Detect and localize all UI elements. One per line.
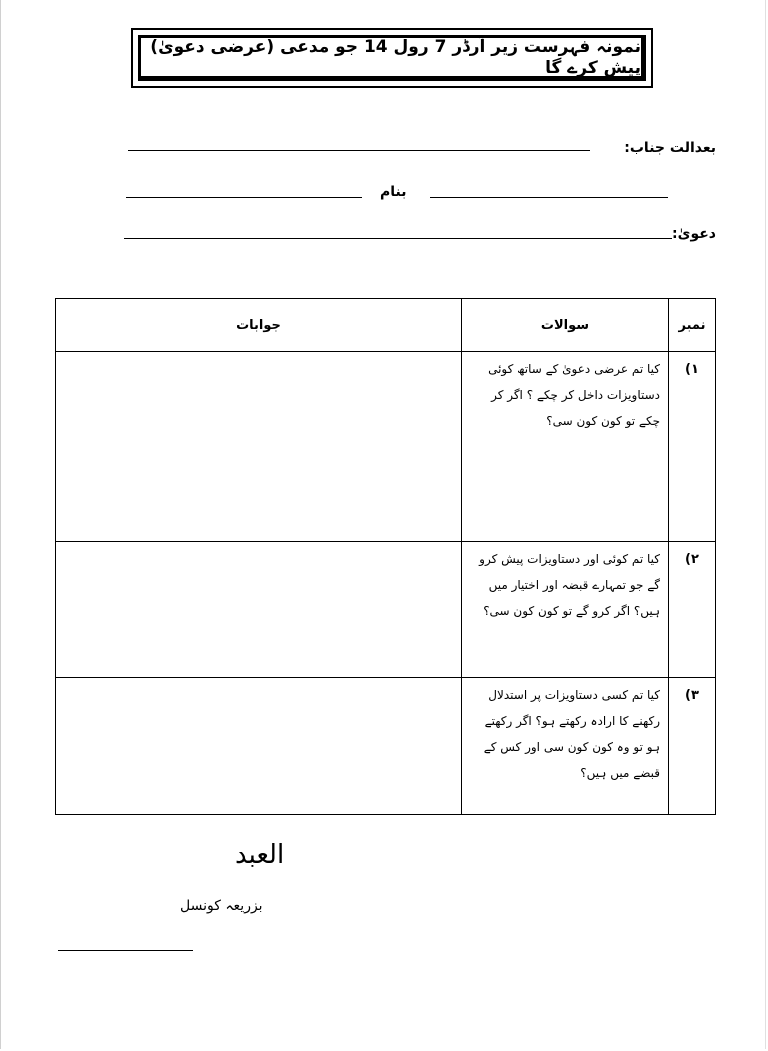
header-answers: جوابات	[56, 299, 462, 352]
table-row	[56, 352, 716, 542]
row-number: ۳)	[669, 678, 716, 815]
court-label: بعدالت جناب:	[624, 140, 716, 156]
table-row	[56, 542, 716, 678]
versus-label: بنام	[380, 184, 407, 200]
document-list-table	[55, 298, 716, 815]
header-number: نمبر	[669, 299, 716, 352]
signature-title: العبد	[235, 840, 285, 870]
court-name-line[interactable]	[128, 150, 590, 151]
row-number: ۲)	[669, 542, 716, 678]
title-frame	[131, 28, 653, 88]
suit-line[interactable]	[124, 238, 672, 239]
row-question: کیا تم عرضی دعویٰ کے ساتھ کوئی دستاویزات داخل کر چکے ؟ اگر کر چکے تو کون کون سی؟	[462, 352, 669, 542]
row-question: کیا تم کوئی اور دستاویزات پیش کرو گے جو تمہارے قبضہ اور اختیار میں ہیں؟ اگر کرو گے تو کون کون سی؟	[462, 542, 669, 678]
row-answer-cell[interactable]	[56, 678, 462, 815]
table-row	[56, 678, 716, 815]
counsel-label: بزریعہ کونسل	[180, 898, 263, 914]
plaintiff-line[interactable]	[430, 197, 668, 198]
document-title: نمونہ فہرست زیر آرڈر 7 رول 14 جو مدعی (عرضی دعویٰ) پیش کرے گا	[138, 35, 646, 81]
row-number: ۱)	[669, 352, 716, 542]
row-answer-cell[interactable]	[56, 352, 462, 542]
defendant-line[interactable]	[126, 197, 362, 198]
row-answer-cell[interactable]	[56, 542, 462, 678]
header-questions: سوالات	[462, 299, 669, 352]
table-header-row	[56, 299, 716, 352]
suit-label: دعویٰ:	[672, 226, 716, 242]
signature-line[interactable]	[58, 950, 193, 951]
row-question: کیا تم کسی دستاویزات پر استدلال رکھنے کا ارادہ رکھتے ہو؟ اگر رکھتے ہو تو وہ کون کون سی اور کس کے قبضے میں ہیں؟	[462, 678, 669, 815]
